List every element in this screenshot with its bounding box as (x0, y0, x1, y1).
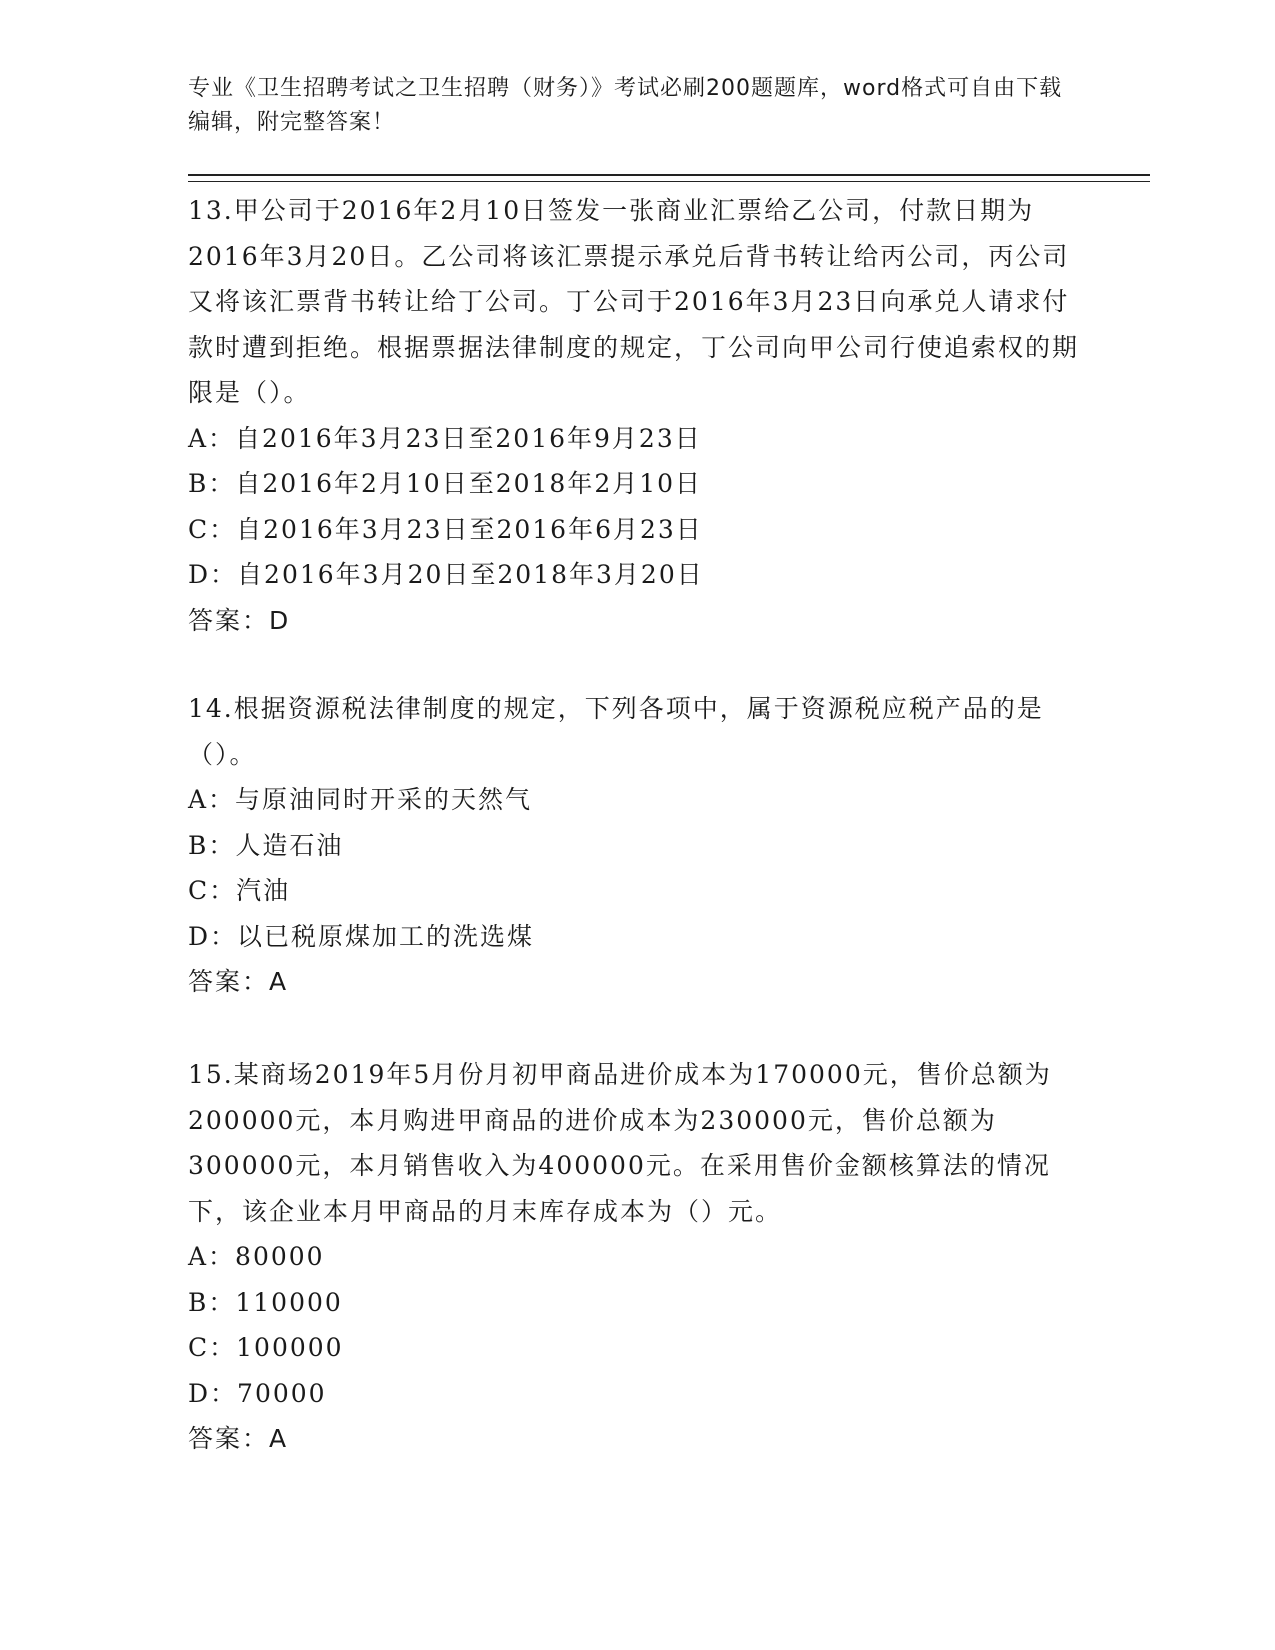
option-b: B：自2016年2月10日至2018年2月10日 (188, 469, 703, 498)
option-a: A：自2016年3月23日至2016年9月23日 (188, 423, 702, 453)
question-stem: 13.甲公司于2016年2月10日签发一张商业汇票给乙公司，付款日期为2016年3月20日。乙公司将该汇票提示承兑后背书转让给丙公司，丙公司又将该汇票背书转让给丁公司。丁公司于2016年3月23日向承兑人请求付款时遭到拒绝。根据票据法律制度的规定，丁公司向甲公司行使追索权的期限是（）。 (188, 196, 1080, 407)
option-c: C：汽油 (188, 876, 291, 905)
question-14 (188, 686, 1088, 1005)
document-header: 专业《卫生招聘考试之卫生招聘（财务）》考试必刷200题题库，word格式可自由下载编辑，附完整答案！ (188, 76, 1063, 135)
option-d: D：自2016年3月20日至2018年3月20日 (188, 560, 704, 589)
option-b: B：110000 (188, 1287, 343, 1317)
question-13 (188, 188, 1088, 643)
option-d: D：以已税原煤加工的洗选煤 (188, 921, 535, 951)
option-c: C：自2016年3月23日至2016年6月23日 (188, 514, 703, 544)
answer-line: 答案：D (188, 605, 291, 635)
header-divider-thick (188, 174, 1150, 176)
question-stem: 14.根据资源税法律制度的规定，下列各项中，属于资源税应税产品的是（）。 (188, 694, 1044, 769)
option-d: D：70000 (188, 1378, 327, 1408)
question-15 (188, 1052, 1088, 1462)
answer-line: 答案：A (188, 1424, 289, 1453)
option-c: C：100000 (188, 1333, 344, 1362)
option-a: A：与原油同时开采的天然气 (188, 785, 533, 814)
answer-line: 答案：A (188, 967, 289, 996)
header-divider-thin (188, 181, 1150, 182)
question-stem: 15.某商场2019年5月份月初甲商品进价成本为170000元，售价总额为200000元，本月购进甲商品的进价成本为230000元，售价总额为300000元，本月销售收入为400000元。在采用售价金额核算法的情况下，该企业本月甲商品的月末库存成本为（）元。 (188, 1060, 1052, 1226)
option-a: A：80000 (188, 1242, 325, 1271)
option-b: B：人造石油 (188, 830, 344, 860)
